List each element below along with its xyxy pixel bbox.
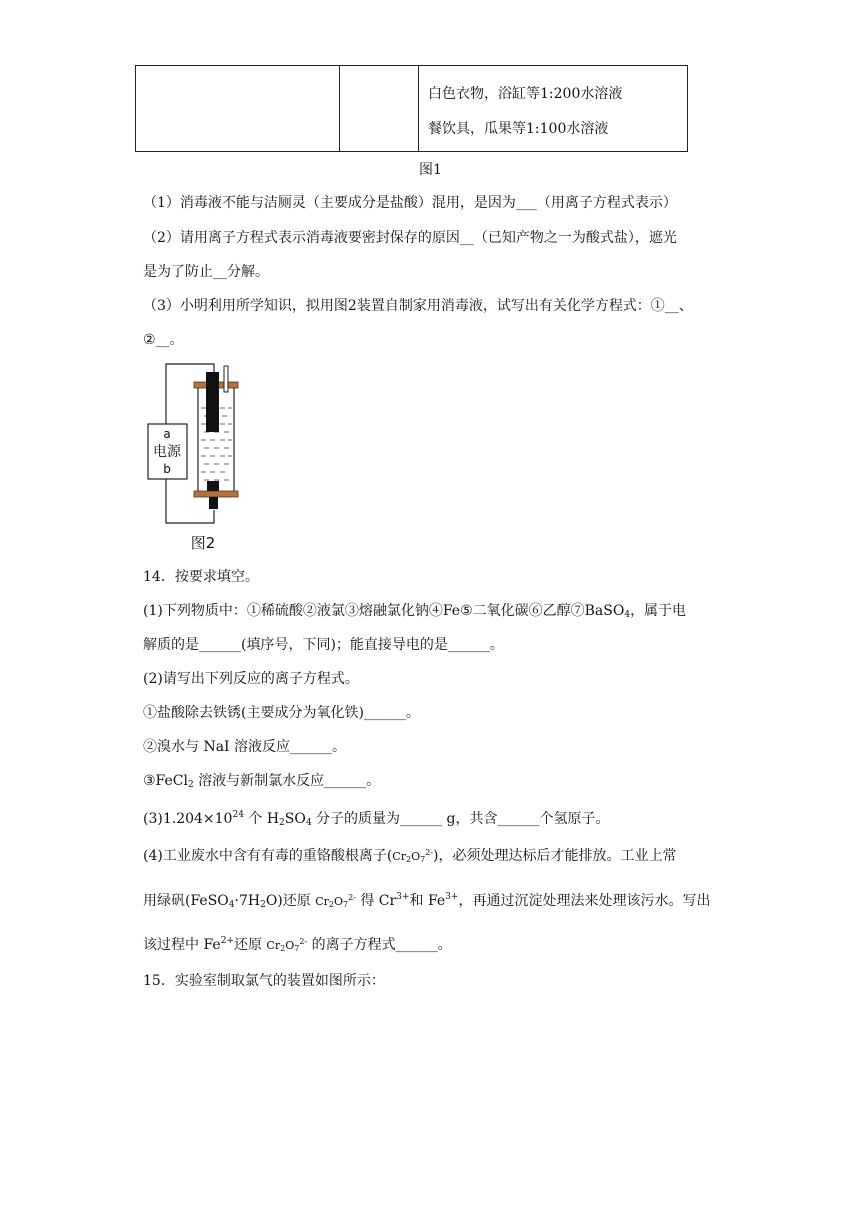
- table-usage-line-2: 餐饮具，瓜果等1:100水溶液: [428, 121, 609, 137]
- top-electrode: [206, 372, 219, 432]
- q14-part1-line1: (1)下列物质中：①稀硫酸②液氯③熔融氯化钠④Fe⑤二氧化碳⑥乙醇⑦BaSO$_4$，属于电: [143, 603, 687, 620]
- dichromate-ion: $Cr2O7^{2-}$: [315, 893, 356, 909]
- figure-1-caption: 图1: [419, 162, 442, 178]
- q14-part1-line2: 解质的是______(填序号，下同)；能直接导电的是______。: [143, 637, 504, 653]
- q14-part3: $(3)1.204\times 10^{24}$ 个 $H_2SO_4$ 分子的质量为______ g，共含______个氢原子。: [143, 810, 610, 828]
- q13-part1: （1）消毒液不能与洁厕灵（主要成分是盐酸）混用，是因为___（用离子方程式表示）: [143, 195, 677, 211]
- q13-part2-line2: 是为了防止__分解。: [143, 264, 269, 280]
- dichromate-ion: $Cr2O7^{2-}$: [266, 937, 308, 953]
- dichromate-ion: $Cr2O7^{2-}$: [392, 848, 433, 864]
- q15-title: 15．实验室制取氯气的装置如图所示：: [143, 973, 385, 989]
- q14-part2-item2: ②溴水与 NaI 溶液反应______。: [143, 739, 347, 755]
- q14-part2-item3: ③FeCl$_2$ 溶液与新制氯水反应______。: [143, 773, 381, 790]
- q14-part2-item1: ①盐酸除去铁锈(主要成分为氧化铁)______。: [143, 705, 420, 721]
- bottom-electrode: [207, 481, 219, 491]
- power-terminal-a: a: [163, 427, 171, 441]
- q14-part4-line2: 用绿矾$(FeSO_4\cdot 7H_2O)$还原 $Cr2O7^{2-}$ 得 $Cr^{3+}$和 $Fe^{3+}$，再通过沉淀处理法来处理该污水。写出: [143, 892, 711, 910]
- power-terminal-b: b: [163, 462, 171, 476]
- q13-part2-line1: （2）请用离子方程式表示消毒液要密封保存的原因__（已知产物之一为酸式盐），遮光: [143, 230, 677, 246]
- table-cell-empty-2: [340, 66, 419, 152]
- table-cell-empty-1: [136, 66, 340, 152]
- bottom-stopper: [194, 491, 238, 497]
- disinfectant-table: [135, 65, 688, 152]
- q14-title: 14．按要求填空。: [143, 569, 259, 585]
- figure-2-caption: 图2: [190, 534, 216, 552]
- q14-part4-line1: (4)工业废水中含有有毒的重铬酸根离子$(Cr2O7^{2-})$，必须处理达标后才能排放。工业上常: [143, 848, 677, 864]
- gas-outlet-tube: [224, 366, 228, 392]
- q14-part4-line3: 该过程中 $Fe^{2+}$还原 $Cr2O7^{2-}$ 的离子方程式______。: [143, 936, 452, 953]
- table-usage-line-1: 白色衣物，浴缸等1:200水溶液: [428, 86, 623, 102]
- figure-2-electrolysis-apparatus: [140, 360, 250, 555]
- q13-part3-line1: （3）小明利用所学知识，拟用图2装置自制家用消毒液，试写出有关化学方程式：①__、: [143, 298, 693, 314]
- bottom-electrode-terminal: [209, 497, 218, 509]
- table-cell-usage: [419, 66, 688, 152]
- power-source-label: 电源: [153, 444, 181, 460]
- q14-part2: (2)请写出下列反应的离子方程式。: [143, 671, 359, 687]
- q13-part3-line2: ②__。: [143, 332, 184, 348]
